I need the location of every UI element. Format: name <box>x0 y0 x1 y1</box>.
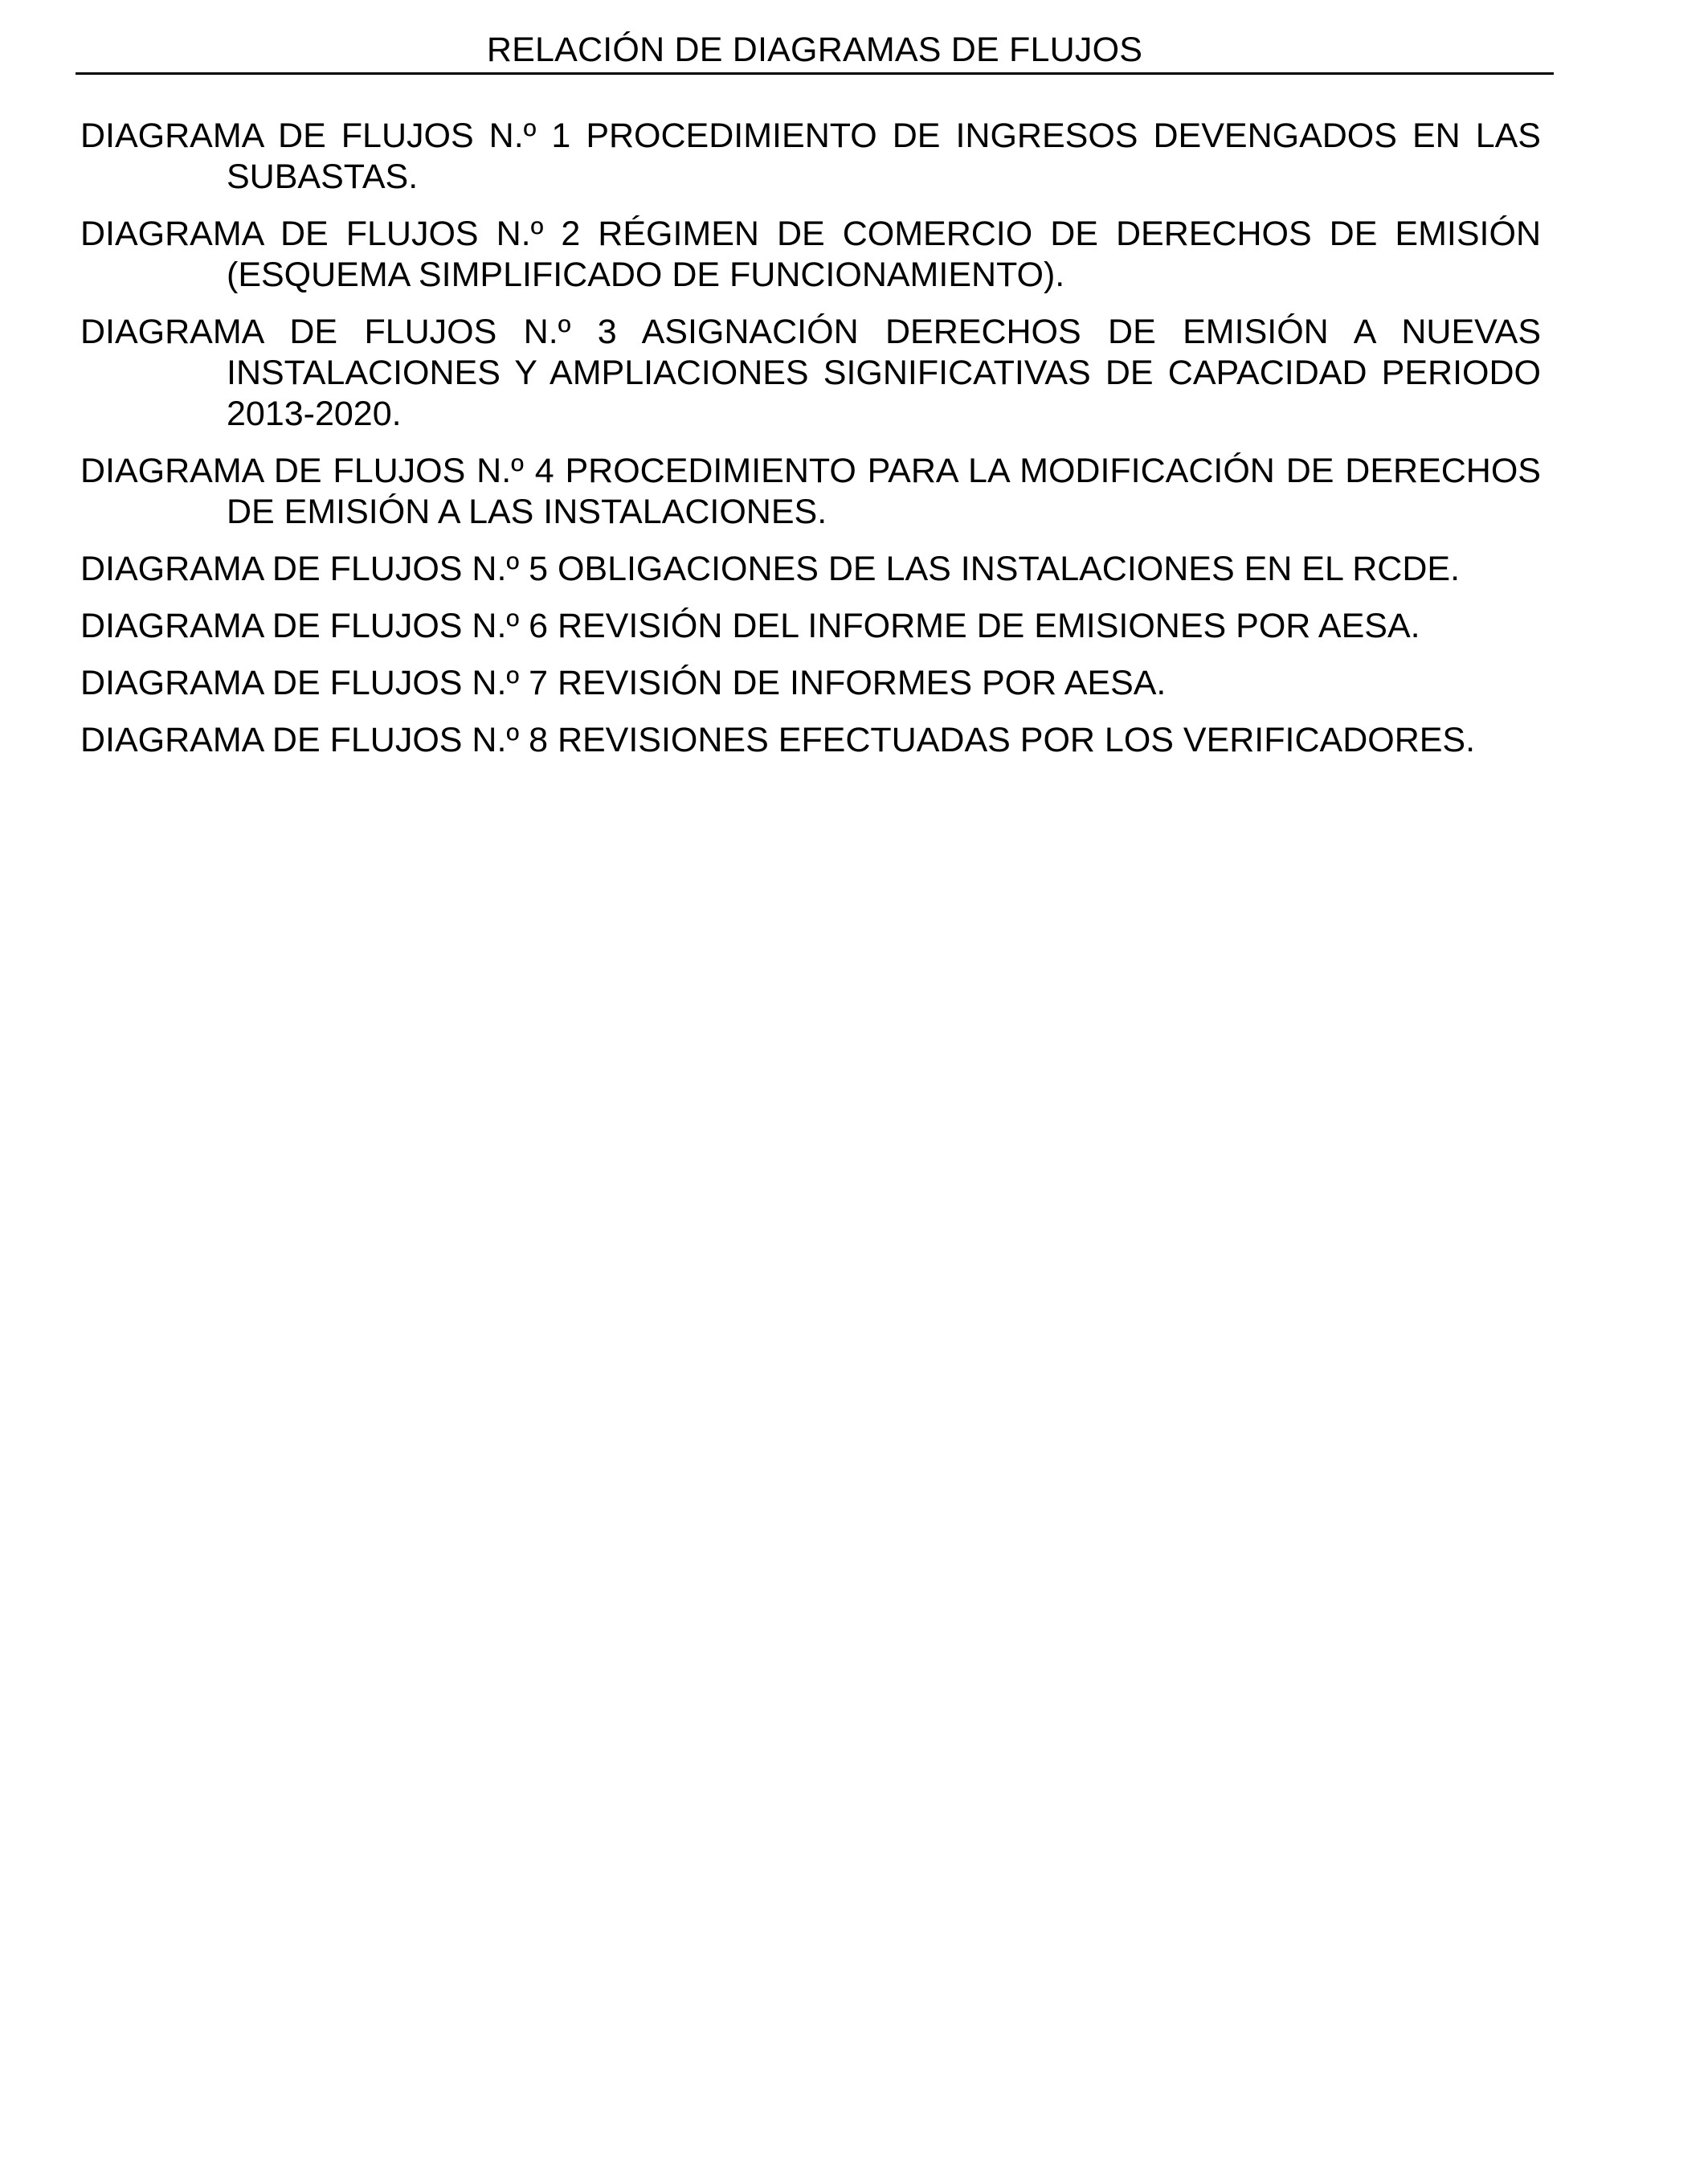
diagram-list-item-5: DIAGRAMA DE FLUJOS N.º 5 OBLIGACIONES DE LAS INSTALACIONES EN EL RCDE. <box>80 550 1461 588</box>
diagram-list-item-6: DIAGRAMA DE FLUJOS N.º 6 REVISIÓN DEL INFORME DE EMISIONES POR AESA. <box>80 607 1420 645</box>
diagram-list <box>80 116 1541 777</box>
title-underline <box>76 72 1554 75</box>
diagram-list-item-4: DIAGRAMA DE FLUJOS N.º 4 PROCEDIMIENTO PARA LA MODIFICACIÓN DE DERECHOS DE EMISIÓN A LAS INSTALACIONES. <box>80 452 1541 531</box>
diagram-list-item-2: DIAGRAMA DE FLUJOS N.º 2 RÉGIMEN DE COMERCIO DE DERECHOS DE EMISIÓN (ESQUEMA SIMPLIFICADO DE FUNCIONAMIENTO). <box>80 215 1541 294</box>
diagram-list-item-3: DIAGRAMA DE FLUJOS N.º 3 ASIGNACIÓN DERECHOS DE EMISIÓN A NUEVAS INSTALACIONES Y AMPLIACIONES SIGNIFICATIVAS DE CAPACIDAD PERIODO 2013-2020. <box>80 313 1541 433</box>
diagram-list-item-1: DIAGRAMA DE FLUJOS N.º 1 PROCEDIMIENTO DE INGRESOS DEVENGADOS EN LAS SUBASTAS. <box>80 117 1541 196</box>
page-title: RELACIÓN DE DIAGRAMAS DE FLUJOS <box>486 31 1143 69</box>
diagram-list-item-7: DIAGRAMA DE FLUJOS N.º 7 REVISIÓN DE INFORMES POR AESA. <box>80 664 1167 702</box>
diagram-list-item-8: DIAGRAMA DE FLUJOS N.º 8 REVISIONES EFECTUADAS POR LOS VERIFICADORES. <box>80 721 1476 759</box>
